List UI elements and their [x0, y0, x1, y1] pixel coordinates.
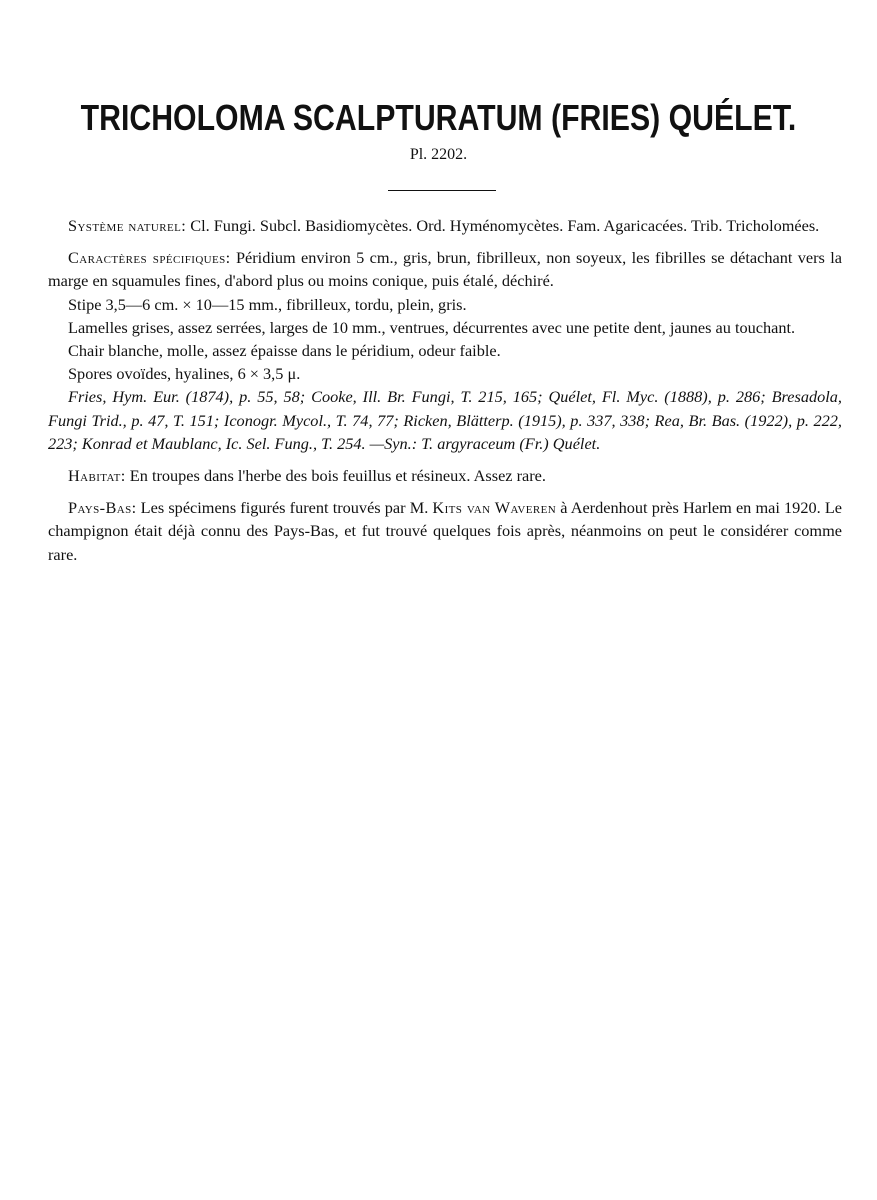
caracteres-label: Caractères spécifiques:: [68, 248, 231, 268]
paysbas-text-before: Les spécimens figurés furent trouvés par M.: [136, 498, 433, 518]
collector-name: Kits van Waveren: [432, 498, 557, 518]
systeme-paragraph: [48, 214, 842, 237]
habitat-label: Habitat:: [68, 466, 126, 486]
habitat-text: En troupes dans l'herbe des bois feuillus et résineux. Assez rare.: [125, 466, 546, 486]
systeme-text: Cl. Fungi. Subcl. Basidiomycètes. Ord. Hyménomycètes. Fam. Agaricacées. Trib. Tricholomées.: [186, 216, 820, 235]
spores-paragraph: Spores ovoïdes, hyalines, 6 × 3,5 μ.: [68, 364, 301, 384]
stipe-paragraph: Stipe 3,5—6 cm. × 10—15 mm., fibrilleux, tordu, plein, gris.: [68, 294, 467, 314]
chair-paragraph: Chair blanche, molle, assez épaisse dans le péridium, odeur faible.: [68, 341, 501, 361]
divider-rule: [388, 190, 496, 191]
page-title: TRICHOLOMA SCALPTURATUM (FRIES) QUÉLET.: [80, 97, 797, 138]
habitat-paragraph: [48, 464, 842, 487]
paysbas-label: Pays-Bas:: [68, 498, 137, 518]
paysbas-paragraph: [48, 496, 842, 566]
lamelles-paragraph: Lamelles grises, assez serrées, larges de 10 mm., ventrues, décurrentes avec une petite dent, jaunes au touchant.: [68, 317, 796, 337]
plate-number: Pl. 2202.: [409, 146, 468, 163]
references-paragraph: Fries, Hym. Eur. (1874), p. 55, 58; Cooke, Ill. Br. Fungi, T. 215, 165; Quélet, Fl. Myc. (1888), p. 286; Bresadola, Fungi Trid., p. 47, T. 151; Iconogr. Mycol., T. 74, 77; Ricken, Blätterp. (1915), p. 337, 338; Rea, Br. Bas. (1922), p. 222, 223; Konrad et Maublanc, Ic. Sel. Fung., T. 254. —Syn.: T. argyraceum (Fr.) Quélet.: [48, 387, 842, 453]
paysbas-text-after: à Aerdenhout près Harlem en mai 1920. Le champignon était déjà connu des Pays-Bas, et fut trouvé quelques fois après, néanmoins on peut le considérer comme rare.: [48, 498, 842, 564]
caracteres-paragraph: [48, 246, 842, 292]
description-body: [48, 214, 842, 566]
systeme-label: Système naturel:: [68, 216, 187, 235]
caracteres-text: Péridium environ 5 cm., gris, brun, fibrilleux, non soyeux, les fibrilles se détachant vers la marge en squamules fines, d'abord plus ou moins conique, puis étalé, déchiré.: [48, 248, 842, 291]
